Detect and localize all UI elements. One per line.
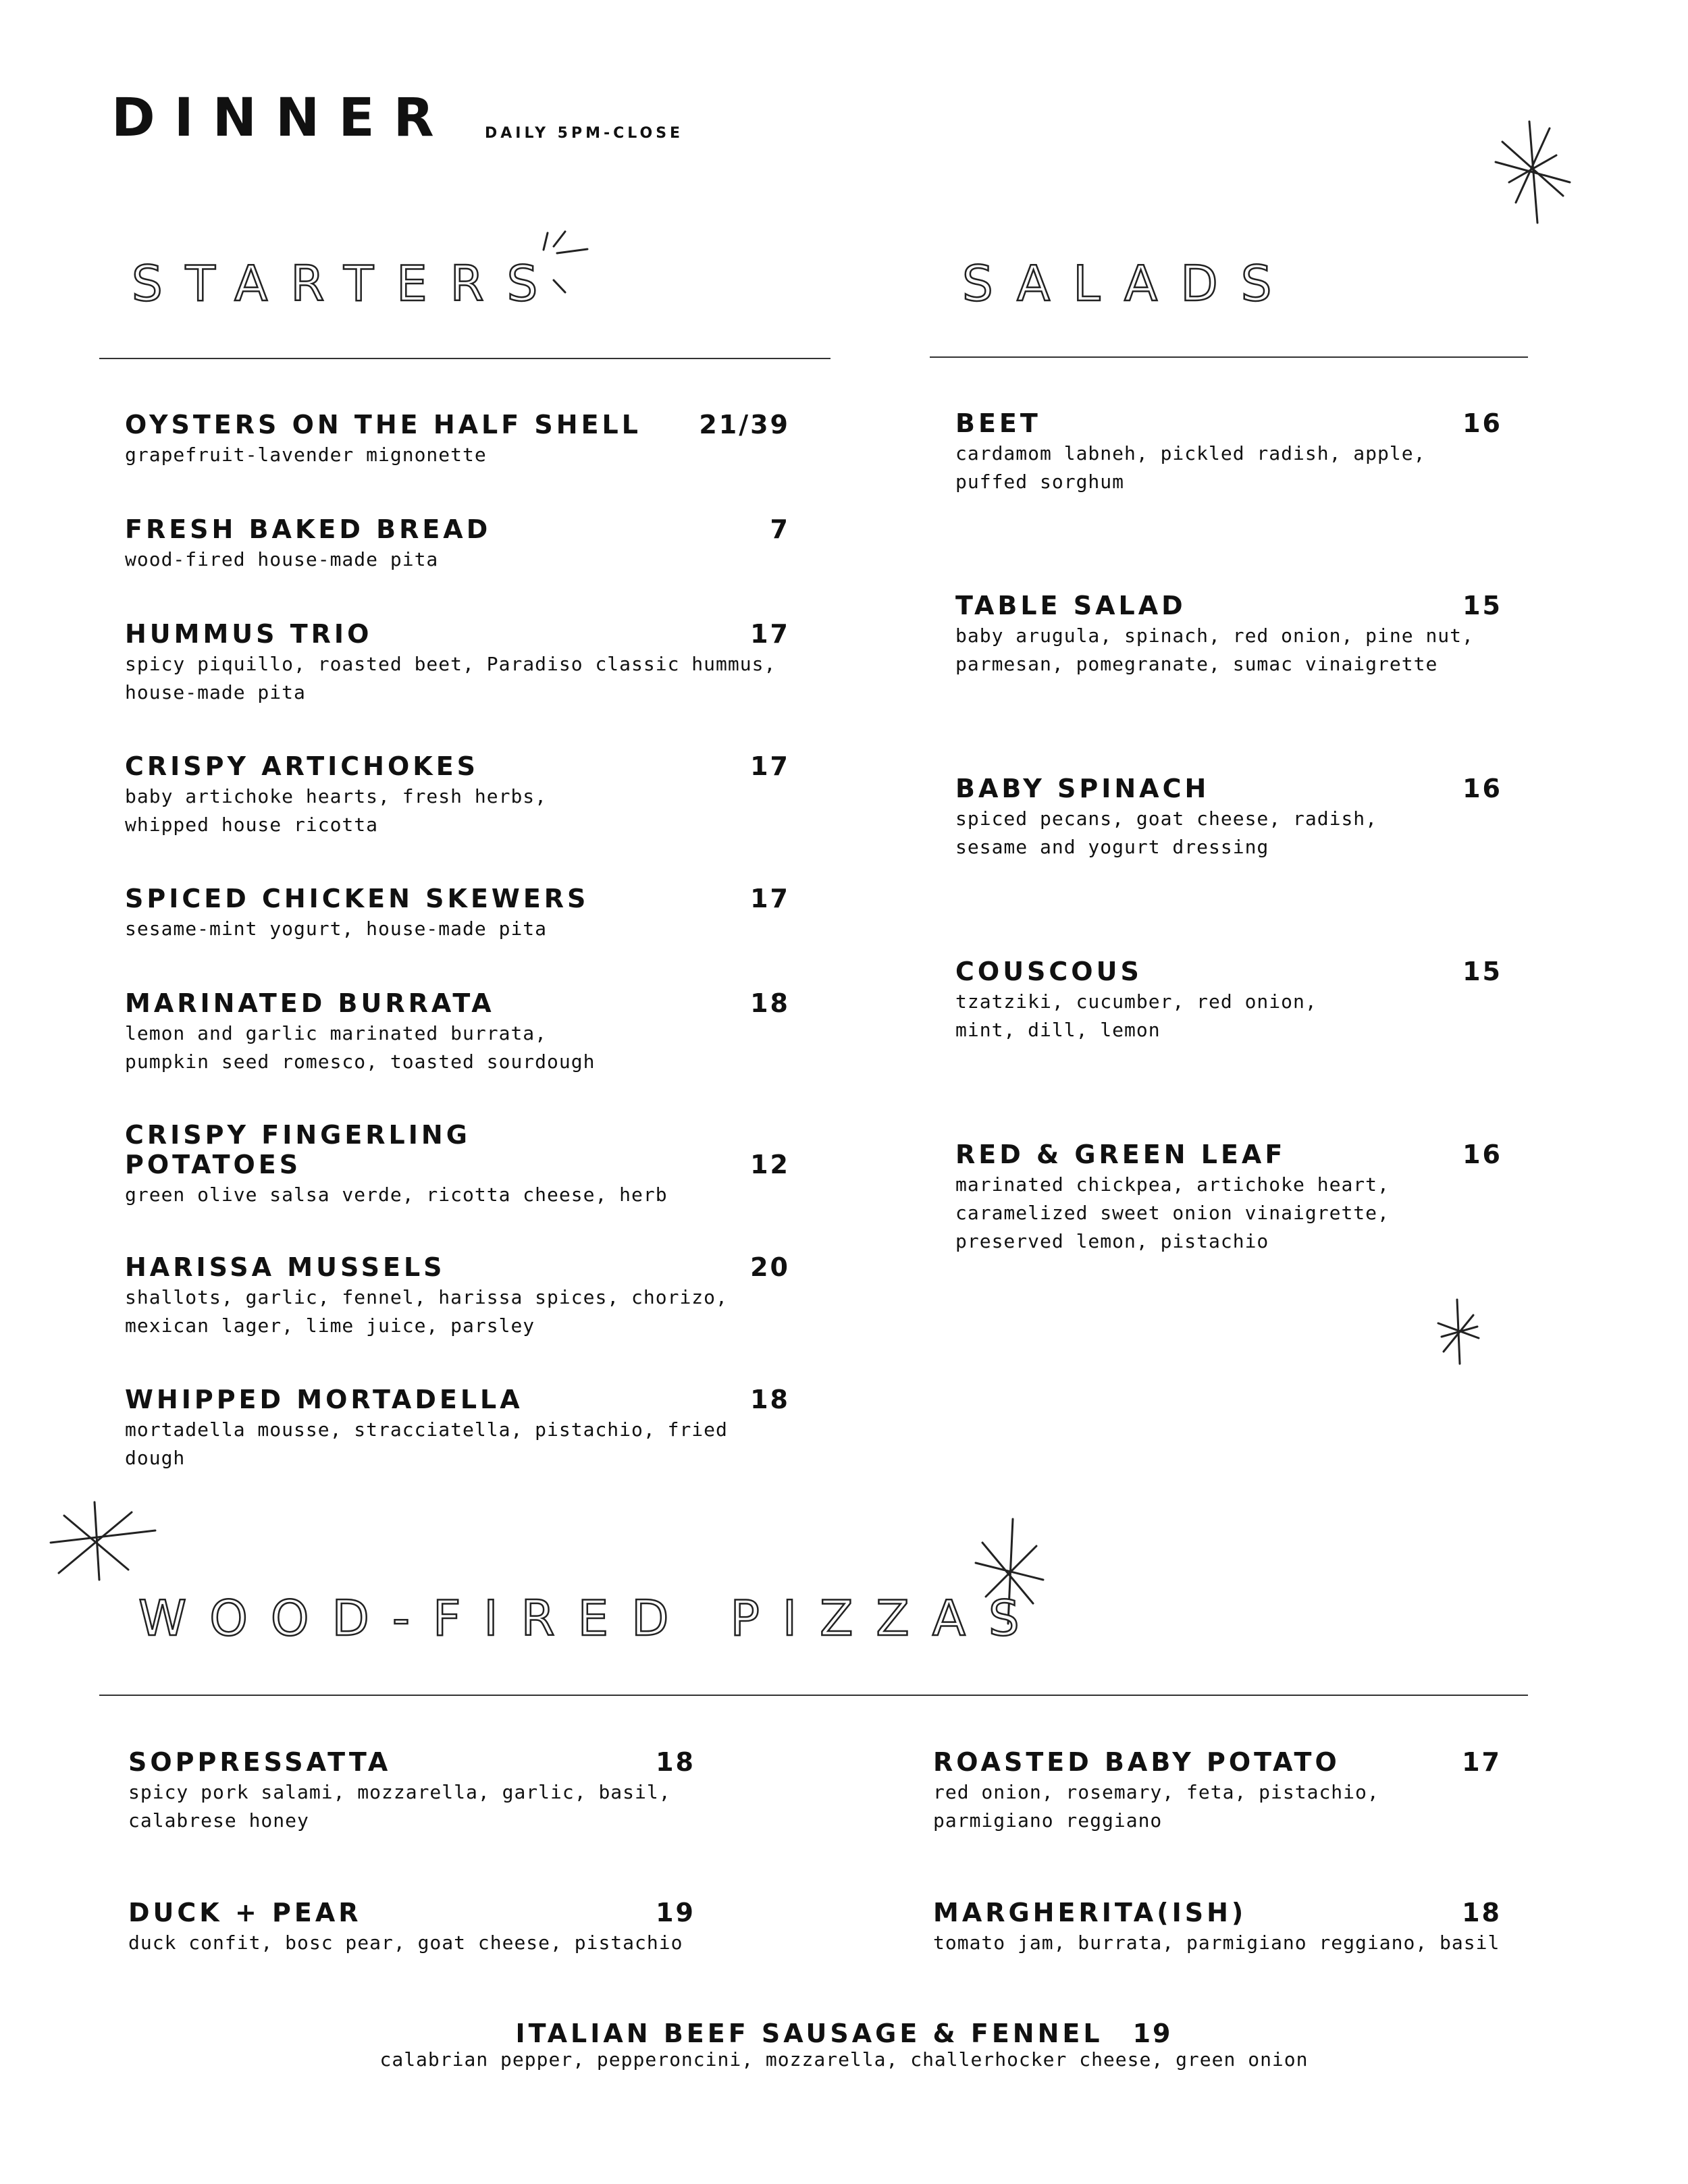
starburst-doodle-small (1431, 1296, 1485, 1370)
item-price: 7 (770, 514, 790, 544)
item-description: grapefruit-lavender mignonette (125, 444, 487, 466)
item-name: FRESH BAKED BREAD (125, 514, 492, 544)
menu-item (125, 514, 790, 574)
item-description: wood-fired house-made pita (125, 548, 439, 570)
item-description: spicy pork salami, mozzarella, garlic, basil, calabrese honey (128, 1781, 671, 1832)
item-description: lemon and garlic marinated burrata, pumpkin seed romesco, toasted sourdough (125, 1022, 596, 1073)
item-name: CRISPY FINGERLING POTATOES (125, 1120, 471, 1179)
item-description: baby arugula, spinach, red onion, pine nut, parmesan, pomegranate, sumac vinaigrette (955, 624, 1474, 675)
menu-item (125, 410, 790, 469)
item-price: 18 (1462, 1898, 1502, 1927)
menu-item (955, 408, 1502, 496)
menu-item (955, 1140, 1502, 1256)
item-price: 18 (750, 1385, 790, 1414)
item-name: HUMMUS TRIO (125, 619, 373, 649)
item-price: 17 (750, 619, 790, 649)
menu-item (128, 1898, 695, 1957)
item-price: 17 (750, 751, 790, 781)
item-price: 17 (750, 884, 790, 913)
item-name: BEET (955, 408, 1041, 438)
starters-heading: STARTERS (132, 255, 561, 312)
starters-divider (99, 358, 830, 359)
item-name: BABY SPINACH (955, 774, 1210, 803)
item-description: calabrian pepper, pepperoncini, mozzarella, challerhocker cheese, green onion (379, 2048, 1309, 2071)
item-name: COUSCOUS (955, 957, 1142, 986)
pizzas-divider (99, 1695, 1528, 1696)
item-name: ITALIAN BEEF SAUSAGE & FENNEL (515, 2019, 1103, 2048)
item-name: RED & GREEN LEAF (955, 1140, 1286, 1169)
item-price: 12 (750, 1150, 790, 1179)
menu-item (125, 988, 790, 1076)
item-description: spiced pecans, goat cheese, radish, sesame and yogurt dressing (955, 807, 1378, 858)
menu-item (933, 1898, 1502, 1957)
item-name: CRISPY ARTICHOKES (125, 751, 479, 781)
item-name: SOPPRESSATTA (128, 1747, 392, 1777)
menu-item (955, 774, 1502, 861)
menu-item-featured (203, 2019, 1485, 2074)
item-description: duck confit, bosc pear, goat cheese, pistachio (128, 1932, 683, 1954)
menu-item (955, 591, 1502, 678)
item-description: tzatziki, cucumber, red onion, mint, dill, lemon (955, 990, 1317, 1041)
item-name: WHIPPED MORTADELLA (125, 1385, 523, 1414)
menu-item (125, 751, 790, 839)
menu-item (933, 1747, 1502, 1835)
menu-item (125, 884, 790, 943)
item-name: MARGHERITA(ISH) (933, 1898, 1247, 1927)
item-price: 18 (750, 988, 790, 1018)
item-name: ROASTED BABY POTATO (933, 1747, 1340, 1777)
item-price: 15 (1462, 957, 1502, 986)
item-name: OYSTERS ON THE HALF SHELL (125, 410, 641, 440)
item-description: green olive salsa verde, ricotta cheese, herb (125, 1183, 668, 1206)
item-description: mortadella mousse, stracciatella, pistachio, fried dough (125, 1418, 728, 1469)
item-name: HARISSA MUSSELS (125, 1252, 446, 1282)
menu-item (125, 619, 790, 707)
menu-item (128, 1747, 695, 1835)
pizzas-heading: WOOD-FIRED PIZZAS (138, 1590, 1043, 1647)
item-price: 15 (1462, 591, 1502, 620)
salads-heading: SALADS (962, 255, 1295, 312)
menu-item (125, 1120, 790, 1209)
item-price: 16 (1462, 774, 1502, 803)
salads-divider (930, 356, 1528, 358)
item-name: SPICED CHICKEN SKEWERS (125, 884, 589, 913)
item-price: 20 (750, 1252, 790, 1282)
item-price: 19 (656, 1898, 695, 1927)
item-name: MARINATED BURRATA (125, 988, 495, 1018)
menu-item (955, 957, 1502, 1044)
menu-hours: DAILY 5PM-CLOSE (485, 125, 684, 142)
item-price: 21/39 (699, 410, 790, 440)
item-description: cardamom labneh, pickled radish, apple, puffed sorghum (955, 442, 1426, 493)
menu-item (125, 1252, 790, 1340)
item-description: red onion, rosemary, feta, pistachio, parmigiano reggiano (933, 1781, 1379, 1832)
item-description: marinated chickpea, artichoke heart, caramelized sweet onion vinaigrette, preserved lemon, pistachio (955, 1173, 1390, 1252)
starburst-doodle-top-right (1489, 115, 1583, 236)
item-description: shallots, garlic, fennel, harissa spices, chorizo, mexican lager, lime juice, parsley (125, 1286, 728, 1337)
menu-item (125, 1385, 790, 1472)
item-description: sesame-mint yogurt, house-made pita (125, 917, 548, 940)
item-price: 19 (1132, 2019, 1173, 2048)
menu-title: DINNER (111, 88, 453, 149)
starburst-doodle-left (44, 1495, 165, 1590)
item-price: 16 (1462, 1140, 1502, 1169)
item-description: spicy piquillo, roasted beet, Paradiso classic hummus, house-made pita (125, 653, 776, 703)
item-description: tomato jam, burrata, parmigiano reggiano, basil (933, 1932, 1500, 1954)
item-price: 16 (1462, 408, 1502, 438)
item-price: 18 (656, 1747, 695, 1777)
item-name: DUCK + PEAR (128, 1898, 362, 1927)
item-name: TABLE SALAD (955, 591, 1186, 620)
item-price: 17 (1462, 1747, 1502, 1777)
item-description: baby artichoke hearts, fresh herbs, whipped house ricotta (125, 785, 548, 836)
